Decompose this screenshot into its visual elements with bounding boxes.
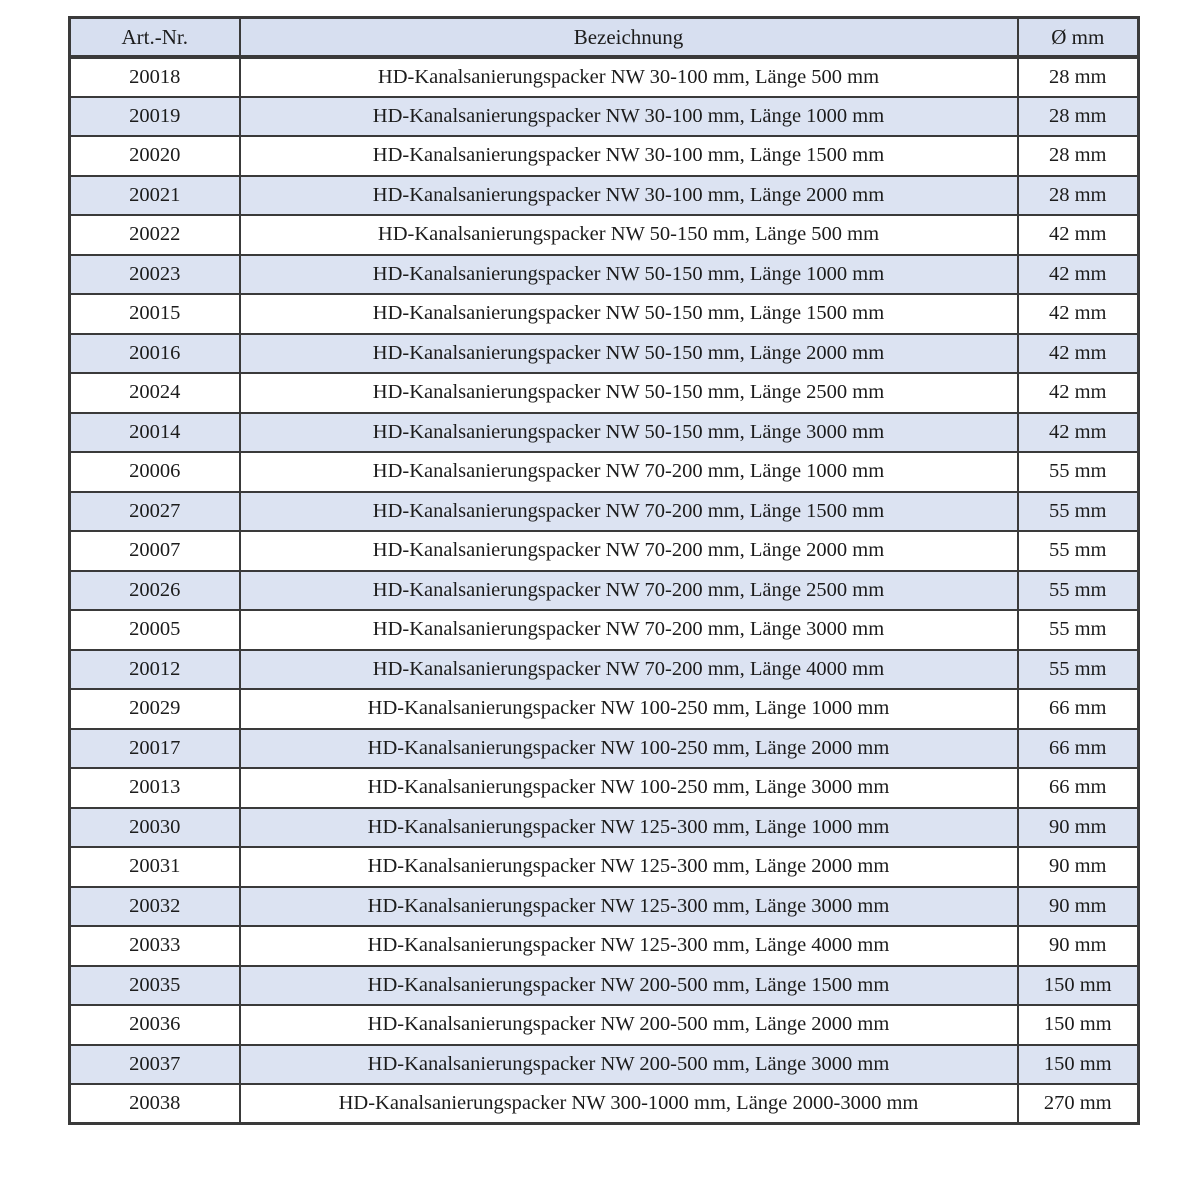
cell-diameter: 42 mm — [1018, 215, 1139, 255]
cell-art-nr: 20029 — [70, 689, 240, 729]
cell-diameter: 55 mm — [1018, 650, 1139, 690]
header-row — [70, 18, 1139, 58]
cell-bezeichnung: HD-Kanalsanierungspacker NW 125-300 mm, Länge 1000 mm — [240, 808, 1018, 848]
table-row — [70, 452, 1139, 492]
table-row — [70, 847, 1139, 887]
cell-diameter: 66 mm — [1018, 729, 1139, 769]
cell-diameter: 90 mm — [1018, 887, 1139, 927]
cell-diameter: 28 mm — [1018, 136, 1139, 176]
cell-bezeichnung: HD-Kanalsanierungspacker NW 300-1000 mm, Länge 2000-3000 mm — [240, 1084, 1018, 1124]
cell-diameter: 66 mm — [1018, 689, 1139, 729]
cell-art-nr: 20006 — [70, 452, 240, 492]
cell-diameter: 90 mm — [1018, 808, 1139, 848]
table-body — [70, 57, 1139, 1124]
cell-bezeichnung: HD-Kanalsanierungspacker NW 70-200 mm, Länge 1000 mm — [240, 452, 1018, 492]
cell-art-nr: 20012 — [70, 650, 240, 690]
table-row — [70, 176, 1139, 216]
cell-bezeichnung: HD-Kanalsanierungspacker NW 200-500 mm, Länge 2000 mm — [240, 1005, 1018, 1045]
cell-bezeichnung: HD-Kanalsanierungspacker NW 50-150 mm, Länge 2500 mm — [240, 373, 1018, 413]
table-row — [70, 294, 1139, 334]
cell-bezeichnung: HD-Kanalsanierungspacker NW 125-300 mm, Länge 3000 mm — [240, 887, 1018, 927]
cell-bezeichnung: HD-Kanalsanierungspacker NW 30-100 mm, Länge 500 mm — [240, 57, 1018, 97]
cell-bezeichnung: HD-Kanalsanierungspacker NW 30-100 mm, Länge 2000 mm — [240, 176, 1018, 216]
cell-art-nr: 20017 — [70, 729, 240, 769]
cell-art-nr: 20024 — [70, 373, 240, 413]
cell-art-nr: 20038 — [70, 1084, 240, 1124]
cell-art-nr: 20032 — [70, 887, 240, 927]
cell-bezeichnung: HD-Kanalsanierungspacker NW 50-150 mm, Länge 2000 mm — [240, 334, 1018, 374]
cell-diameter: 55 mm — [1018, 492, 1139, 532]
table-row — [70, 1045, 1139, 1085]
cell-art-nr: 20013 — [70, 768, 240, 808]
table-row — [70, 373, 1139, 413]
cell-art-nr: 20022 — [70, 215, 240, 255]
table-row — [70, 887, 1139, 927]
table-row — [70, 97, 1139, 137]
cell-bezeichnung: HD-Kanalsanierungspacker NW 125-300 mm, Länge 2000 mm — [240, 847, 1018, 887]
column-header-art-nr: Art.-Nr. — [70, 18, 240, 58]
cell-diameter: 42 mm — [1018, 334, 1139, 374]
cell-diameter: 66 mm — [1018, 768, 1139, 808]
cell-bezeichnung: HD-Kanalsanierungspacker NW 100-250 mm, Länge 3000 mm — [240, 768, 1018, 808]
table-row — [70, 808, 1139, 848]
column-header-diameter: Ø mm — [1018, 18, 1139, 58]
table-row — [70, 136, 1139, 176]
cell-bezeichnung: HD-Kanalsanierungspacker NW 125-300 mm, Länge 4000 mm — [240, 926, 1018, 966]
cell-art-nr: 20021 — [70, 176, 240, 216]
table-row — [70, 689, 1139, 729]
table-row — [70, 57, 1139, 97]
cell-art-nr: 20036 — [70, 1005, 240, 1045]
cell-bezeichnung: HD-Kanalsanierungspacker NW 50-150 mm, Länge 1000 mm — [240, 255, 1018, 295]
table-row — [70, 768, 1139, 808]
table-row — [70, 1084, 1139, 1124]
cell-art-nr: 20033 — [70, 926, 240, 966]
cell-art-nr: 20019 — [70, 97, 240, 137]
cell-diameter: 55 mm — [1018, 610, 1139, 650]
table-row — [70, 650, 1139, 690]
cell-art-nr: 20037 — [70, 1045, 240, 1085]
cell-diameter: 150 mm — [1018, 966, 1139, 1006]
cell-bezeichnung: HD-Kanalsanierungspacker NW 50-150 mm, Länge 500 mm — [240, 215, 1018, 255]
table-row — [70, 413, 1139, 453]
cell-bezeichnung: HD-Kanalsanierungspacker NW 70-200 mm, Länge 1500 mm — [240, 492, 1018, 532]
cell-bezeichnung: HD-Kanalsanierungspacker NW 70-200 mm, Länge 2500 mm — [240, 571, 1018, 611]
cell-bezeichnung: HD-Kanalsanierungspacker NW 70-200 mm, Länge 2000 mm — [240, 531, 1018, 571]
table-row — [70, 966, 1139, 1006]
cell-diameter: 28 mm — [1018, 97, 1139, 137]
cell-diameter: 28 mm — [1018, 57, 1139, 97]
cell-diameter: 150 mm — [1018, 1045, 1139, 1085]
cell-diameter: 42 mm — [1018, 413, 1139, 453]
cell-art-nr: 20020 — [70, 136, 240, 176]
cell-diameter: 90 mm — [1018, 926, 1139, 966]
cell-bezeichnung: HD-Kanalsanierungspacker NW 100-250 mm, Länge 2000 mm — [240, 729, 1018, 769]
cell-diameter: 55 mm — [1018, 452, 1139, 492]
table-row — [70, 1005, 1139, 1045]
table-row — [70, 215, 1139, 255]
cell-art-nr: 20031 — [70, 847, 240, 887]
cell-art-nr: 20035 — [70, 966, 240, 1006]
table-row — [70, 729, 1139, 769]
table-row — [70, 531, 1139, 571]
cell-diameter: 150 mm — [1018, 1005, 1139, 1045]
cell-bezeichnung: HD-Kanalsanierungspacker NW 50-150 mm, Länge 1500 mm — [240, 294, 1018, 334]
cell-bezeichnung: HD-Kanalsanierungspacker NW 70-200 mm, Länge 3000 mm — [240, 610, 1018, 650]
cell-diameter: 28 mm — [1018, 176, 1139, 216]
table-row — [70, 492, 1139, 532]
cell-bezeichnung: HD-Kanalsanierungspacker NW 50-150 mm, Länge 3000 mm — [240, 413, 1018, 453]
cell-bezeichnung: HD-Kanalsanierungspacker NW 200-500 mm, Länge 1500 mm — [240, 966, 1018, 1006]
table-row — [70, 255, 1139, 295]
cell-art-nr: 20007 — [70, 531, 240, 571]
cell-art-nr: 20015 — [70, 294, 240, 334]
cell-bezeichnung: HD-Kanalsanierungspacker NW 70-200 mm, Länge 4000 mm — [240, 650, 1018, 690]
cell-art-nr: 20014 — [70, 413, 240, 453]
cell-diameter: 42 mm — [1018, 373, 1139, 413]
table-row — [70, 334, 1139, 374]
cell-art-nr: 20026 — [70, 571, 240, 611]
cell-diameter: 270 mm — [1018, 1084, 1139, 1124]
cell-bezeichnung: HD-Kanalsanierungspacker NW 200-500 mm, Länge 3000 mm — [240, 1045, 1018, 1085]
cell-art-nr: 20018 — [70, 57, 240, 97]
table-row — [70, 610, 1139, 650]
cell-diameter: 55 mm — [1018, 571, 1139, 611]
table-row — [70, 571, 1139, 611]
cell-art-nr: 20023 — [70, 255, 240, 295]
cell-diameter: 90 mm — [1018, 847, 1139, 887]
cell-bezeichnung: HD-Kanalsanierungspacker NW 100-250 mm, Länge 1000 mm — [240, 689, 1018, 729]
cell-diameter: 42 mm — [1018, 255, 1139, 295]
cell-diameter: 55 mm — [1018, 531, 1139, 571]
cell-art-nr: 20027 — [70, 492, 240, 532]
cell-art-nr: 20016 — [70, 334, 240, 374]
table-row — [70, 926, 1139, 966]
cell-diameter: 42 mm — [1018, 294, 1139, 334]
cell-art-nr: 20030 — [70, 808, 240, 848]
cell-bezeichnung: HD-Kanalsanierungspacker NW 30-100 mm, Länge 1500 mm — [240, 136, 1018, 176]
cell-art-nr: 20005 — [70, 610, 240, 650]
column-header-bezeichnung: Bezeichnung — [240, 18, 1018, 58]
product-table — [68, 16, 1140, 1125]
cell-bezeichnung: HD-Kanalsanierungspacker NW 30-100 mm, Länge 1000 mm — [240, 97, 1018, 137]
